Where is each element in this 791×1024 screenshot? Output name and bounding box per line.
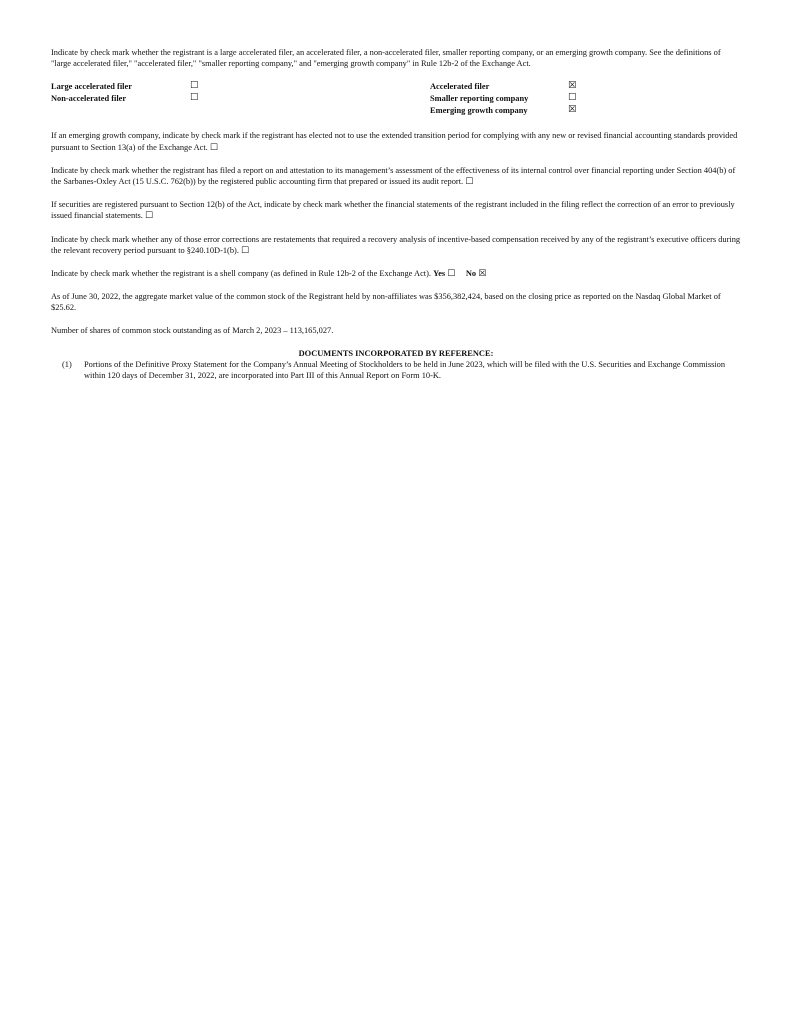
error-correction-question	[51, 199, 741, 222]
documents-item-text: Portions of the Definitive Proxy Statement for the Company’s Annual Meeting of Stockholders to be held in June 2023, which will be filed with the U.S. Securities and Exchange Commission within 120 days of December 31, 2022, are incorporated into Part III of this Annual Report on Form 10-K.	[84, 360, 726, 381]
documents-incorporated-title: DOCUMENTS INCORPORATED BY REFERENCE:	[298, 348, 494, 358]
shell-company-no-label: No	[465, 269, 477, 279]
shell-company-text: Indicate by check mark whether the registrant is a shell company (as defined in Rule 12b-2 of the Exchange Act).	[51, 269, 431, 279]
extended-transition-checkbox[interactable]: ☐	[209, 142, 218, 153]
large-accelerated-filer-checkbox[interactable]: ☐	[190, 80, 199, 92]
accelerated-filer-label: Accelerated filer	[430, 82, 490, 92]
documents-item	[51, 359, 741, 381]
extended-transition-question	[51, 130, 741, 153]
shell-company-yes-label: Yes	[433, 269, 446, 279]
shell-company-no-checkbox[interactable]: ☒	[478, 269, 487, 280]
recovery-analysis-question	[51, 234, 741, 257]
filer-status-instructions: Indicate by check mark whether the registrant is a large accelerated filer, an accelerated filer, a non-accelerated filer, smaller reporting company, or an emerging growth company. See the definitions of "large accelerated filer," "accelerated filer," "smaller reporting company," and "emerging growth company" in Rule 12b-2 of the Exchange Act.	[51, 48, 721, 69]
non-accelerated-filer-label: Non-accelerated filer	[51, 94, 127, 104]
shell-company-yes-checkbox[interactable]: ☐	[447, 269, 456, 280]
large-accelerated-filer-label: Large accelerated filer	[51, 82, 132, 92]
icfr-attestation-checkbox[interactable]: ☐	[465, 177, 474, 188]
smaller-reporting-company-label: Smaller reporting company	[430, 94, 529, 104]
icfr-attestation-text: Indicate by check mark whether the registrant has filed a report on and attestation to its management’s assessment of the effectiveness of its internal control over financial reporting under Section 404(b) of the Sarbanes-Oxley Act (15 U.S.C. 762(b)) by the registered public accounting firm that prepared or issued its audit report.	[51, 165, 736, 187]
non-accelerated-filer-checkbox[interactable]: ☐	[190, 92, 199, 104]
recovery-analysis-checkbox[interactable]: ☐	[241, 245, 250, 256]
error-correction-checkbox[interactable]: ☐	[144, 211, 154, 222]
icfr-attestation-question	[51, 165, 741, 188]
extended-transition-text: If an emerging growth company, indicate by check mark if the registrant has elected not to use the extended transition period for complying with any new or revised financial accounting standards provided pursuant to Section 13(a) of the Exchange Act.	[51, 131, 738, 152]
documents-item-number: (1)	[62, 360, 72, 370]
recovery-analysis-text: Indicate by check mark whether any of those error corrections are restatements that required a recovery analysis of incentive-based compensation received by any of the registrant’s executive officers during the relevant recovery period pursuant to §240.10D-1(b).	[51, 234, 741, 255]
error-correction-text: If securities are registered pursuant to Section 12(b) of the Act, indicate by check mark whether the financial statements of the registrant included in the filing reflect the correction of an error to previously issued financial statements.	[51, 200, 735, 221]
form-10k-cover-continuation	[51, 47, 741, 381]
emerging-growth-company-label: Emerging growth company	[430, 106, 528, 116]
filer-status-table	[51, 81, 741, 121]
accelerated-filer-checkbox[interactable]: ☒	[568, 80, 577, 92]
shell-company-question	[51, 268, 741, 280]
aggregate-market-value: As of June 30, 2022, the aggregate market value of the common stock of the Registrant held by non-affiliates was $356,382,424, based on the closing price as reported on the Nasdaq Global Market of $25.62.	[51, 292, 721, 313]
smaller-reporting-company-checkbox[interactable]: ☐	[568, 92, 577, 104]
shares-outstanding: Number of shares of common stock outstanding as of March 2, 2023 – 113,165,027.	[51, 325, 334, 335]
emerging-growth-company-checkbox[interactable]: ☒	[568, 104, 577, 116]
